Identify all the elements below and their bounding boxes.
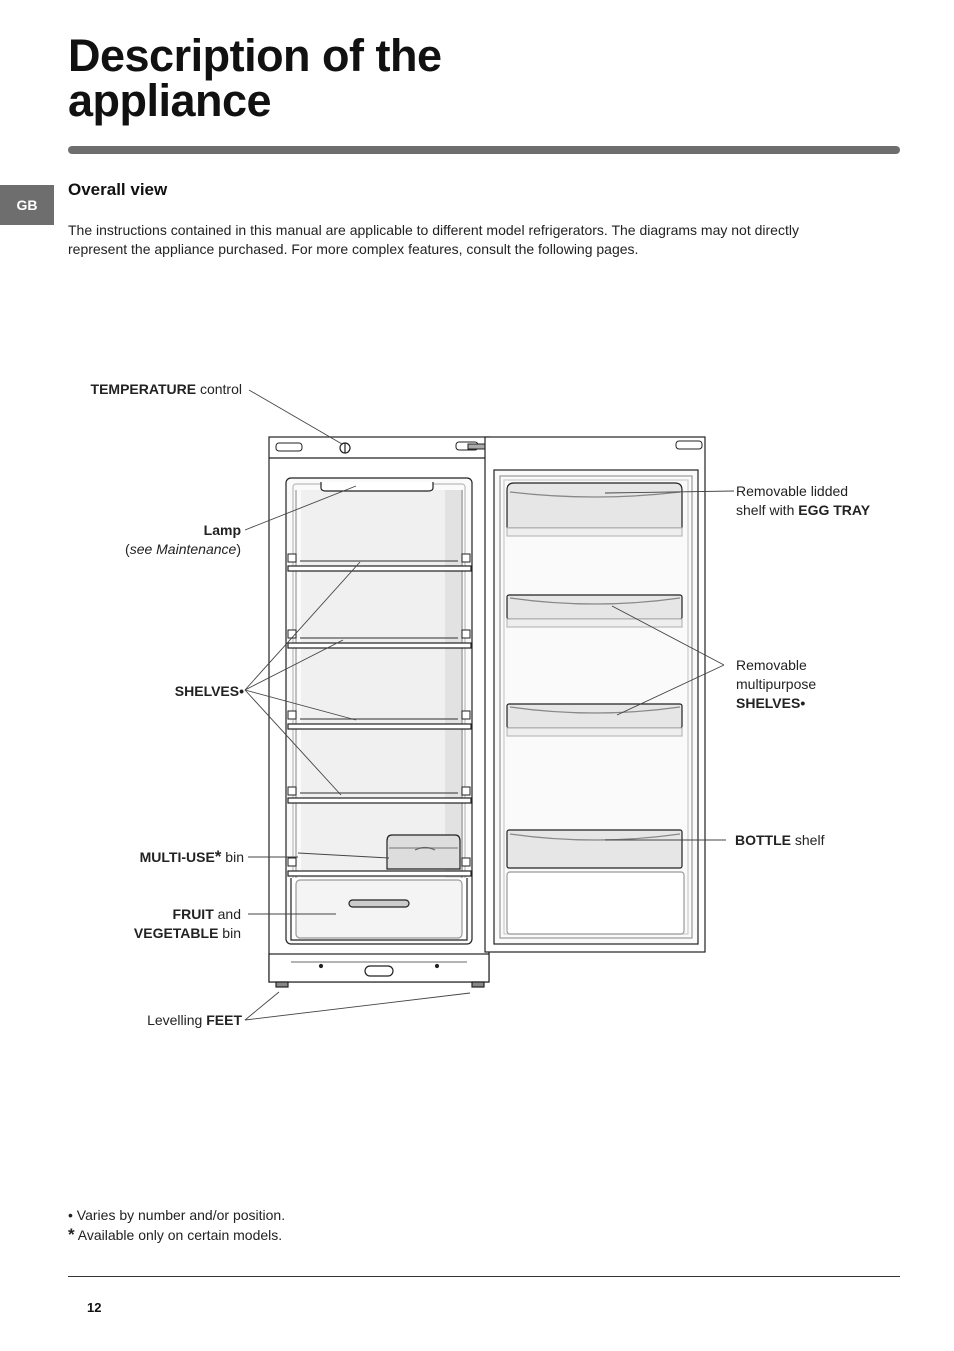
- foot-left: [276, 982, 288, 987]
- label-levelling-feet: Levelling FEET: [147, 1012, 242, 1028]
- language-tab: GB: [0, 185, 54, 225]
- egg-tray-shelf: [507, 483, 682, 528]
- label-fruit-vegetable-bin: FRUIT and VEGETABLE bin: [133, 906, 241, 941]
- bottle-shelf: [507, 830, 682, 868]
- section-title: Overall view: [68, 180, 168, 199]
- label-bottle-shelf: BOTTLE shelf: [735, 832, 825, 848]
- footnote-available: * Available only on certain models.: [68, 1225, 283, 1244]
- shelf-2: [288, 643, 471, 648]
- label-lamp: Lamp (see Maintenance): [125, 522, 241, 557]
- label-multi-use-bin: MULTI-USE* bin: [139, 847, 244, 866]
- multi-use-bin: [387, 835, 460, 869]
- door-shelf-1: [507, 595, 682, 619]
- footer-rule: [68, 1276, 900, 1277]
- label-temperature-control: TEMPERATURE control: [90, 381, 242, 397]
- lamp-cover: [321, 482, 433, 491]
- label-shelves: SHELVES•: [174, 683, 244, 699]
- footnotes: [68, 1205, 285, 1245]
- shelf-4: [288, 798, 471, 803]
- page-title-line-1: Description of the: [68, 30, 442, 81]
- page-number: 12: [87, 1300, 102, 1315]
- footnote-varies: • Varies by number and/or position.: [68, 1207, 286, 1223]
- shelf-3: [288, 724, 471, 729]
- label-egg-tray-shelf: Removable lidded shelf with EGG TRAY: [736, 483, 871, 518]
- intro-paragraph: The instructions contained in this manual are applicable to different model refrigerators. The diagrams may not directly represent the appliance purchased. For more complex features, consult the following pages.: [68, 222, 799, 257]
- door-lower-box: [507, 872, 684, 934]
- bin-handle: [349, 900, 409, 907]
- page-title-line-2: appliance: [68, 75, 272, 126]
- shelf-1: [288, 566, 471, 571]
- label-multipurpose-shelves: Removable multipurpose SHELVES•: [736, 657, 817, 711]
- door-shelf-2: [507, 704, 682, 728]
- shelf-5: [288, 871, 471, 876]
- base-grille-handle: [365, 966, 393, 976]
- foot-right: [472, 982, 484, 987]
